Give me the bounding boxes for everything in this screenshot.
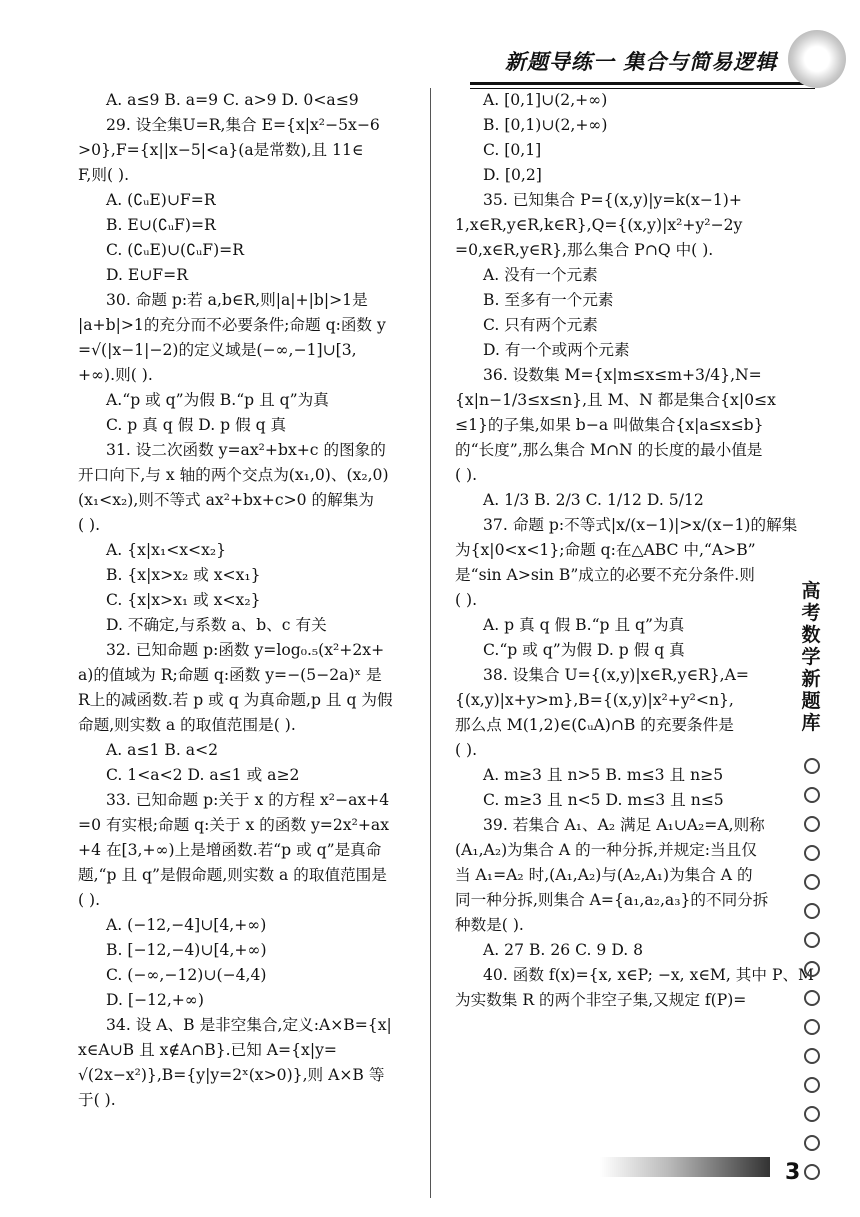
text-line: F,则( ). (78, 166, 130, 184)
left-column (78, 88, 398, 1113)
book-logo-icon (788, 30, 846, 88)
text-line: 31. 设二次函数 y=ax²+bx+c 的图象的 (106, 441, 386, 459)
text-line: A. 没有一个元素 (483, 266, 598, 284)
text-line: A. p 真 q 假 B.“p 且 q”为真 (483, 616, 685, 634)
ornament-icon (804, 932, 820, 948)
text-line: C.“p 或 q”为假 D. p 假 q 真 (483, 641, 685, 659)
text-line: C. {x|x>x₁ 或 x<x₂} (106, 591, 261, 609)
text-line: R上的减函数.若 p 或 q 为真命题,p 且 q 为假 (78, 691, 393, 709)
text-line: 种数是( ). (455, 916, 524, 934)
text-line: D. [−12,+∞) (106, 991, 204, 1009)
text-line: B. E∪(∁ᵤF)=R (106, 216, 216, 234)
text-line: C. (−∞,−12)∪(−4,4) (106, 966, 267, 984)
header-rule (470, 82, 815, 85)
side-tag: 高 考 数 学 新 题 库 (801, 580, 821, 734)
footer-bar (600, 1157, 770, 1177)
text-line: A. [0,1]∪(2,+∞) (483, 91, 608, 109)
page-header (470, 22, 815, 82)
ornament-icon (804, 903, 820, 919)
text-line: ( ). (78, 891, 101, 909)
text-line: C. 1<a<2 D. a≤1 或 a≥2 (106, 766, 300, 784)
text-line: D. [0,2] (483, 166, 542, 184)
side-decoration (802, 745, 822, 1193)
text-line: (x₁<x₂),则不等式 ax²+bx+c>0 的解集为 (78, 491, 374, 509)
text-line: |a+b|>1的充分而不必要条件;命题 q:函数 y (78, 316, 386, 334)
text-line: C. m≥3 且 n<5 D. m≤3 且 n≤5 (483, 791, 724, 809)
text-line: A. {x|x₁<x<x₂} (106, 541, 227, 559)
text-line: C. p 真 q 假 D. p 假 q 真 (106, 416, 287, 434)
text-line: a)的值域为 R;命题 q:函数 y=−(5−2a)ˣ 是 (78, 666, 382, 684)
ornament-icon (804, 816, 820, 832)
text-line: C. [0,1] (483, 141, 542, 159)
ornament-icon (804, 1135, 820, 1151)
ornament-icon (804, 1019, 820, 1035)
text-line: 命题,则实数 a 的取值范围是( ). (78, 716, 296, 734)
text-line: 36. 设数集 M={x|m≤x≤m+3/4},N= (483, 366, 762, 384)
text-line: 33. 已知命题 p:关于 x 的方程 x²−ax+4 (106, 791, 390, 809)
text-line: A. a≤1 B. a<2 (106, 741, 219, 759)
text-line: 29. 设全集U=R,集合 E={x|x²−5x−6 (106, 116, 380, 134)
text-line: ( ). (78, 516, 101, 534)
text-line: 40. 函数 f(x)={x, x∈P; −x, x∈M, 其中 P、M (483, 966, 815, 984)
text-line: ≤1}的子集,如果 b−a 叫做集合{x|a≤x≤b} (455, 416, 764, 434)
text-line: =√(|x−1|−2)的定义域是(−∞,−1]∪[3, (78, 341, 357, 359)
ornament-icon (804, 874, 820, 890)
column-divider (430, 88, 431, 1198)
text-line: 34. 设 A、B 是非空集合,定义:A×B={x| (106, 1016, 392, 1034)
text-line: D. 有一个或两个元素 (483, 341, 630, 359)
text-line: 当 A₁=A₂ 时,(A₁,A₂)与(A₂,A₁)为集合 A 的 (455, 866, 753, 884)
text-line: ( ). (455, 741, 478, 759)
ornament-icon (804, 787, 820, 803)
text-line: B. 至多有一个元素 (483, 291, 614, 309)
text-line: =0 有实根;命题 q:关于 x 的函数 y=2x²+ax (78, 816, 389, 834)
text-line: 35. 已知集合 P={(x,y)|y=k(x−1)+ (483, 191, 742, 209)
text-line: x∈A∪B 且 x∉A∩B}.已知 A={x|y= (78, 1041, 337, 1059)
ornament-icon (804, 1048, 820, 1064)
text-line: A. (−12,−4]∪[4,+∞) (106, 916, 267, 934)
text-line: ( ). (455, 466, 478, 484)
text-line: {x|n−1/3≤x≤n},且 M、N 都是集合{x|0≤x (455, 391, 776, 409)
text-line: 37. 命题 p:不等式|x/(x−1)|>x/(x−1)的解集 (483, 516, 798, 534)
text-line: +4 在[3,+∞)上是增函数.若“p 或 q”是真命 (78, 841, 382, 859)
text-line: C. (∁ᵤE)∪(∁ᵤF)=R (106, 241, 244, 259)
text-line: {(x,y)|x+y>m},B={(x,y)|x²+y²<n}, (455, 691, 734, 709)
text-line: D. E∪F=R (106, 266, 188, 284)
text-line: ( ). (455, 591, 478, 609)
text-line: >0},F={x||x−5|<a}(a是常数),且 11∈ (78, 141, 364, 159)
text-line: D. 不确定,与系数 a、b、c 有关 (106, 616, 327, 634)
text-line: 为{x|0<x<1};命题 q:在△ABC 中,“A>B” (455, 541, 756, 559)
text-line: 39. 若集合 A₁、A₂ 满足 A₁∪A₂=A,则称 (483, 816, 765, 834)
text-line: B. [−12,−4)∪[4,+∞) (106, 941, 267, 959)
text-line: =0,x∈R,y∈R},那么集合 P∩Q 中( ). (455, 241, 714, 259)
text-line: A. m≥3 且 n>5 B. m≤3 且 n≥5 (483, 766, 724, 784)
text-line: (A₁,A₂)为集合 A 的一种分拆,并规定:当且仅 (455, 841, 757, 859)
text-line: +∞).则( ). (78, 366, 153, 384)
header-title: 新题导练一 集合与简易逻辑 (505, 49, 778, 74)
text-line: 那么点 M(1,2)∈(∁ᵤA)∩B 的充要条件是 (455, 716, 734, 734)
text-line: 1,x∈R,y∈R,k∈R},Q={(x,y)|x²+y²−2y (455, 216, 743, 234)
text-line: √(2x−x²)},B={y|y=2ˣ(x>0)},则 A×B 等 (78, 1066, 385, 1084)
text-line: C. 只有两个元素 (483, 316, 598, 334)
ornament-icon (804, 1164, 820, 1180)
text-line: 题,“p 且 q”是假命题,则实数 a 的取值范围是 (78, 866, 387, 884)
text-line: 开口向下,与 x 轴的两个交点为(x₁,0)、(x₂,0) (78, 466, 389, 484)
text-line: A. (∁ᵤE)∪F=R (106, 191, 216, 209)
text-line: A. a≤9 B. a=9 C. a>9 D. 0<a≤9 (106, 91, 359, 109)
ornament-icon (804, 758, 820, 774)
ornament-icon (804, 961, 820, 977)
ornament-icon (804, 845, 820, 861)
page-number: 3 (785, 1160, 801, 1185)
text-line: 32. 已知命题 p:函数 y=log₀.₅(x²+2x+ (106, 641, 385, 659)
text-line: B. {x|x>x₂ 或 x<x₁} (106, 566, 261, 584)
text-line: 的“长度”,那么集合 M∩N 的长度的最小值是 (455, 441, 763, 459)
text-line: 于( ). (78, 1091, 116, 1109)
text-line: 38. 设集合 U={(x,y)|x∈R,y∈R},A= (483, 666, 749, 684)
text-line: 是“sin A>sin B”成立的必要不充分条件.则 (455, 566, 755, 584)
ornament-icon (804, 1077, 820, 1093)
text-line: 30. 命题 p:若 a,b∈R,则|a|+|b|>1是 (106, 291, 368, 309)
ornament-icon (804, 1106, 820, 1122)
text-line: A. 27 B. 26 C. 9 D. 8 (483, 941, 644, 959)
text-line: A.“p 或 q”为假 B.“p 且 q”为真 (106, 391, 329, 409)
text-line: 为实数集 R 的两个非空子集,又规定 f(P)= (455, 991, 747, 1009)
text-line: 同一种分拆,则集合 A={a₁,a₂,a₃}的不同分拆 (455, 891, 769, 909)
text-line: B. [0,1)∪(2,+∞) (483, 116, 608, 134)
text-line: A. 1/3 B. 2/3 C. 1/12 D. 5/12 (483, 491, 704, 509)
ornament-icon (804, 990, 820, 1006)
